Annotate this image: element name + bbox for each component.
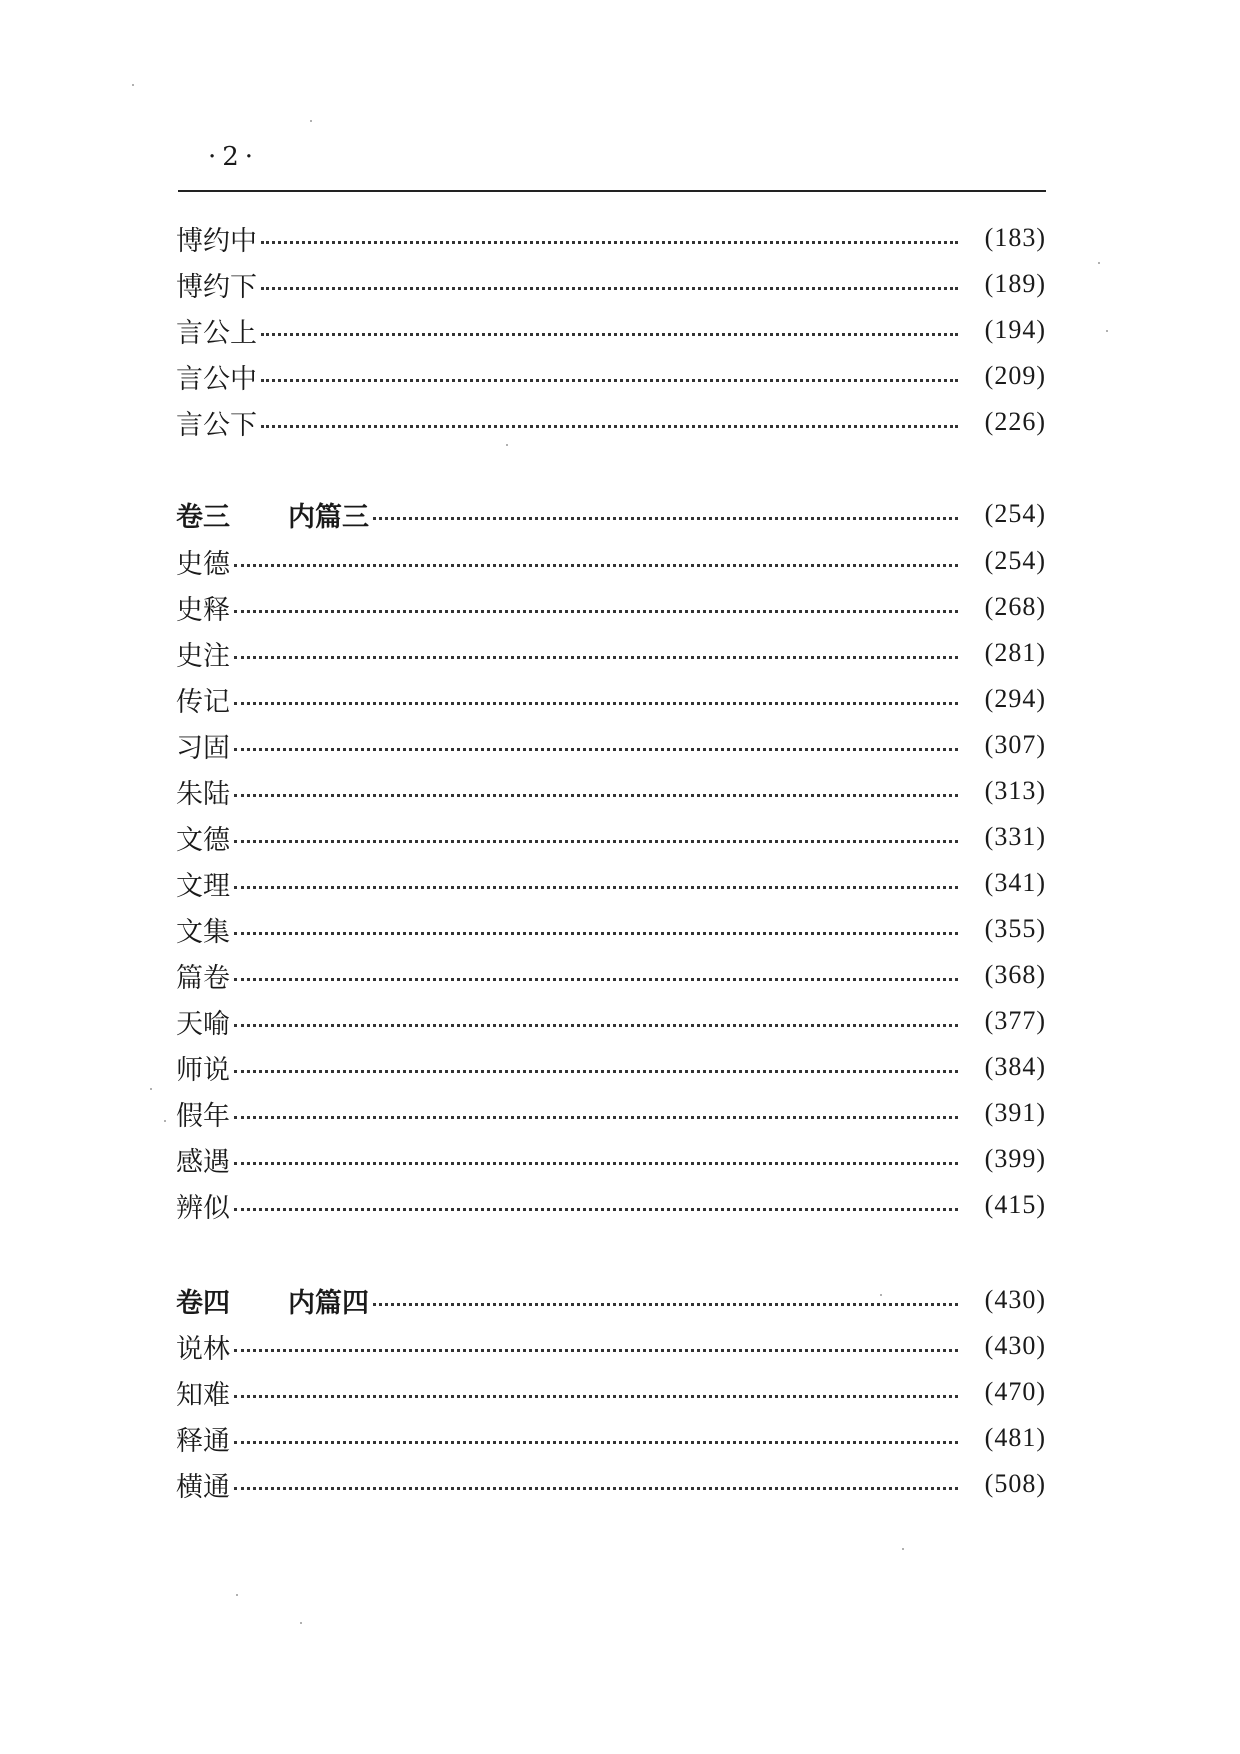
entry-title: 言公中 [176, 363, 257, 395]
toc-entry[interactable] [176, 264, 1046, 304]
dot-leader [234, 1162, 958, 1165]
toc-entry[interactable] [176, 771, 1046, 811]
toc-entry[interactable] [176, 1464, 1046, 1504]
entry-page: (183) [984, 223, 1046, 252]
entry-page: (470) [984, 1377, 1046, 1406]
section-label: 卷四 [176, 1287, 230, 1319]
entry-page: (377) [984, 1006, 1046, 1035]
dot-leader [234, 1116, 958, 1119]
dot-leader [373, 517, 958, 520]
header-rule [178, 190, 1046, 192]
entry-title: 文集 [176, 916, 230, 948]
entry-page: (430) [984, 1331, 1046, 1360]
entry-page: (254) [984, 499, 1046, 528]
section-title: 内篇三 [288, 501, 369, 533]
entry-title: 文理 [176, 870, 230, 902]
entry-page: (307) [984, 730, 1046, 759]
toc-entry[interactable] [176, 1093, 1046, 1133]
entry-title: 史德 [176, 548, 230, 580]
entry-title: 朱陆 [176, 778, 230, 810]
entry-page: (226) [984, 407, 1046, 436]
entry-page: (481) [984, 1423, 1046, 1452]
dot-leader [234, 1441, 958, 1444]
toc-entry[interactable] [176, 1001, 1046, 1041]
dot-leader [234, 1208, 958, 1211]
entry-page: (209) [984, 361, 1046, 390]
dot-leader [234, 656, 958, 659]
toc-entry[interactable] [176, 633, 1046, 673]
dot-leader [261, 425, 958, 428]
entry-page: (415) [984, 1190, 1046, 1219]
toc-entry[interactable] [176, 955, 1046, 995]
toc-entry[interactable] [176, 817, 1046, 857]
dot-leader [234, 564, 958, 567]
toc-entry[interactable] [176, 541, 1046, 581]
entry-page: (341) [984, 868, 1046, 897]
dot-leader [234, 840, 958, 843]
entry-title: 横通 [176, 1471, 230, 1503]
entry-title: 篇卷 [176, 962, 230, 994]
dot-leader [234, 1349, 958, 1352]
dot-leader [234, 978, 958, 981]
entry-title: 师说 [176, 1054, 230, 1086]
toc-entry[interactable] [176, 402, 1046, 442]
dot-leader [234, 886, 958, 889]
toc-entry[interactable] [176, 679, 1046, 719]
dot-leader [234, 702, 958, 705]
entry-title: 辨似 [176, 1192, 230, 1224]
entry-title: 史注 [176, 640, 230, 672]
entry-page: (313) [984, 776, 1046, 805]
toc-entry[interactable] [176, 863, 1046, 903]
dot-leader [373, 1303, 958, 1306]
dot-leader [234, 1487, 958, 1490]
dot-leader [261, 379, 958, 382]
entry-page: (294) [984, 684, 1046, 713]
entry-title: 说林 [176, 1333, 230, 1365]
toc-entry[interactable] [176, 1326, 1046, 1366]
entry-page: (368) [984, 960, 1046, 989]
entry-page: (194) [984, 315, 1046, 344]
section-label: 卷三 [176, 501, 230, 533]
toc-entry[interactable] [176, 1372, 1046, 1412]
entry-page: (430) [984, 1285, 1046, 1314]
entry-page: (254) [984, 546, 1046, 575]
dot-leader [261, 241, 958, 244]
dot-leader [234, 1070, 958, 1073]
dot-leader [234, 794, 958, 797]
page-number: ·2· [208, 142, 260, 172]
entry-page: (508) [984, 1469, 1046, 1498]
entry-title: 言公下 [176, 409, 257, 441]
entry-title: 习固 [176, 732, 230, 764]
toc-section-heading[interactable] [176, 494, 1046, 534]
entry-title: 言公上 [176, 317, 257, 349]
entry-title: 天喻 [176, 1008, 230, 1040]
toc-entry[interactable] [176, 725, 1046, 765]
toc-entry[interactable] [176, 1418, 1046, 1458]
entry-title: 释通 [176, 1425, 230, 1457]
toc-section-heading[interactable] [176, 1280, 1046, 1320]
entry-page: (281) [984, 638, 1046, 667]
entry-title: 史释 [176, 594, 230, 626]
entry-page: (399) [984, 1144, 1046, 1173]
entry-page: (268) [984, 592, 1046, 621]
entry-title: 博约中 [176, 225, 257, 257]
dot-leader [261, 287, 958, 290]
dot-leader [234, 932, 958, 935]
toc-entry[interactable] [176, 310, 1046, 350]
toc-entry[interactable] [176, 909, 1046, 949]
section-title: 内篇四 [288, 1287, 369, 1319]
toc-entry[interactable] [176, 1185, 1046, 1225]
dot-leader [234, 748, 958, 751]
entry-title: 传记 [176, 686, 230, 718]
entry-page: (355) [984, 914, 1046, 943]
entry-page: (331) [984, 822, 1046, 851]
entry-title: 知难 [176, 1379, 230, 1411]
toc-entry[interactable] [176, 1139, 1046, 1179]
toc-entry[interactable] [176, 587, 1046, 627]
entry-page: (189) [984, 269, 1046, 298]
dot-leader [234, 1024, 958, 1027]
entry-title: 博约下 [176, 271, 257, 303]
toc-entry[interactable] [176, 1047, 1046, 1087]
entry-title: 假年 [176, 1100, 230, 1132]
entry-page: (384) [984, 1052, 1046, 1081]
toc-entry[interactable] [176, 356, 1046, 396]
entry-page: (391) [984, 1098, 1046, 1127]
entry-title: 感遇 [176, 1146, 230, 1178]
entry-title: 文德 [176, 824, 230, 856]
dot-leader [234, 1395, 958, 1398]
dot-leader [234, 610, 958, 613]
dot-leader [261, 333, 958, 336]
toc-entry[interactable] [176, 218, 1046, 258]
